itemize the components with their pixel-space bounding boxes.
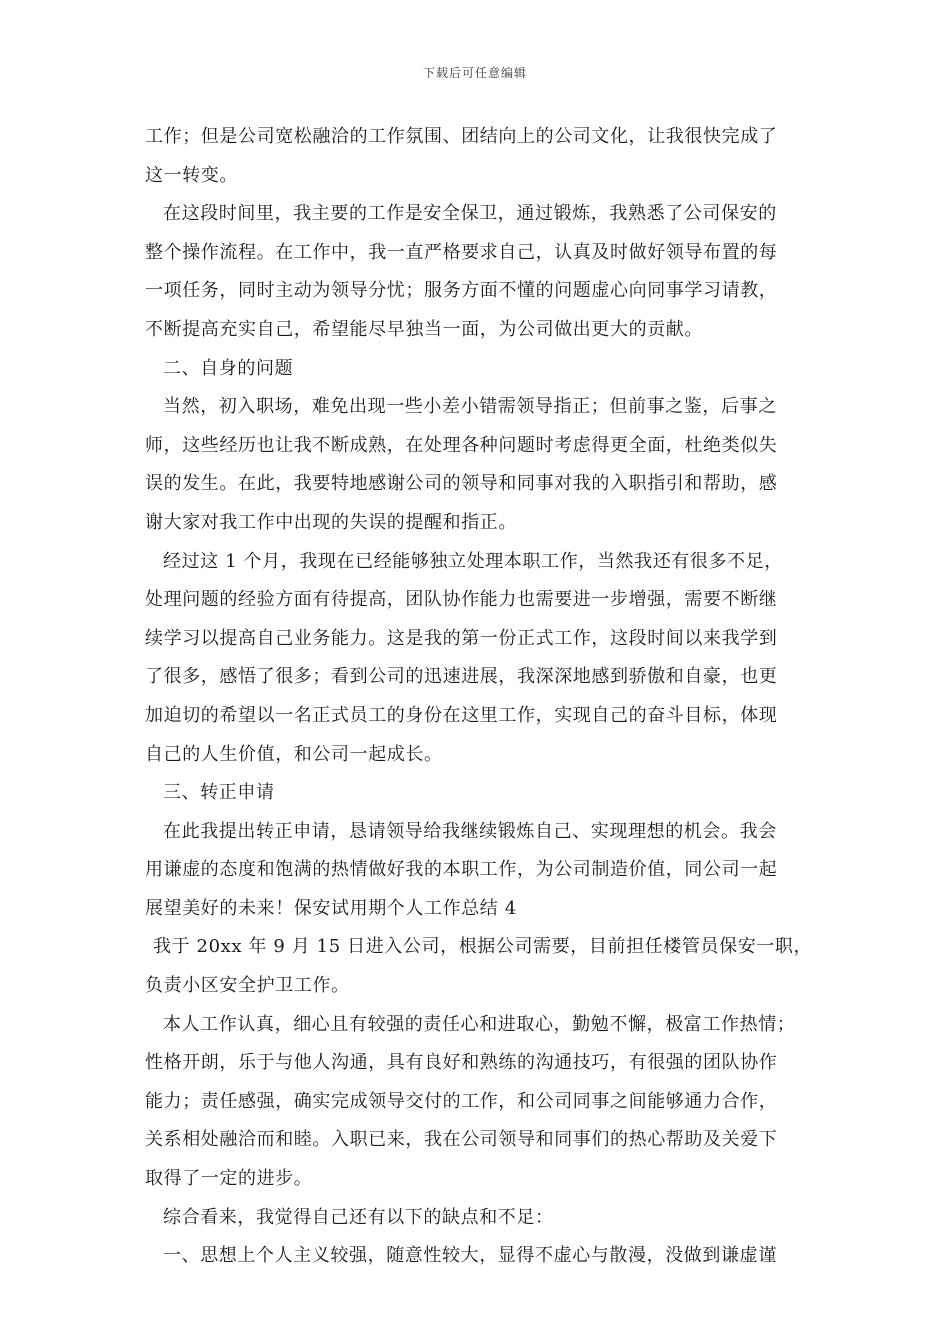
- text-line: 性格开朗，乐于与他人沟通，具有良好和熟练的沟通技巧，有很强的团队协作: [145, 1052, 778, 1074]
- text-line: 用谦虚的态度和饱满的热情做好我的本职工作，为公司制造价值，同公司一起: [145, 859, 778, 881]
- text-line: 本人工作认真，细心且有较强的责任心和进取心，勤勉不懈，极富工作热情；: [163, 1013, 796, 1035]
- text-line: 经过这 1 个月，我现在已经能够独立处理本职工作，当然我还有很多不足，: [163, 550, 783, 572]
- text-line: 续学习以提高自己业务能力。这是我的第一份正式工作，这段时间以来我学到: [145, 627, 778, 649]
- text-line: 师，这些经历也让我不断成熟，在处理各种问题时考虑得更全面，杜绝类似失: [145, 434, 778, 456]
- document-body: [145, 118, 815, 1276]
- text-line: 整个操作流程。在工作中，我一直严格要求自己，认真及时做好领导布置的每: [145, 241, 778, 263]
- text-line: 一项任务，同时主动为领导分忧；服务方面不懂的问题虚心向同事学习请教，: [145, 280, 778, 302]
- text-line: 取得了一定的进步。: [145, 1168, 313, 1190]
- text-line: 一、思想上个人主义较强，随意性较大，显得不虚心与散漫，没做到谦虚谨: [163, 1245, 777, 1267]
- text-line: 自己的人生价值，和公司一起成长。: [145, 743, 443, 765]
- text-line: 能力；责任感强，确实完成领导交付的工作，和公司同事之间能够通力合作，: [145, 1090, 778, 1112]
- text-line: 在这段时间里，我主要的工作是安全保卫，通过锻炼，我熟悉了公司保安的: [163, 203, 777, 225]
- text-line: 二、自身的问题: [163, 357, 294, 379]
- text-line: 当然，初入职场，难免出现一些小差小错需领导指正；但前事之鉴，后事之: [163, 396, 777, 418]
- text-line: 我于 20xx 年 9 月 15 日进入公司，根据公司需要，目前担任楼管员保安一职，: [153, 936, 813, 958]
- text-line: 综合看来，我觉得自己还有以下的缺点和不足：: [163, 1206, 554, 1228]
- text-line: 误的发生。在此，我要特地感谢公司的领导和同事对我的入职指引和帮助，感: [145, 473, 778, 495]
- text-line: 三、转正申请: [163, 782, 275, 804]
- text-line: 展望美好的未来！保安试用期个人工作总结 4: [145, 897, 517, 919]
- text-line: 这一转变。: [145, 164, 238, 186]
- text-line: 负责小区安全护卫工作。: [145, 975, 350, 997]
- text-line: 关系相处融洽而和睦。入职已来，我在公司领导和同事们的热心帮助及关爱下: [145, 1129, 778, 1151]
- text-line: 谢大家对我工作中出现的失误的提醒和指正。: [145, 511, 517, 533]
- text-line: 在此我提出转正申请，恳请领导给我继续锻炼自己、实现理想的机会。我会: [163, 820, 777, 842]
- text-line: 加迫切的希望以一名正式员工的身份在这里工作，实现自己的奋斗目标，体现: [145, 704, 778, 726]
- text-line: 不断提高充实自己，希望能尽早独当一面，为公司做出更大的贡献。: [145, 318, 703, 340]
- text-line: 处理问题的经验方面有待提高，团队协作能力也需要进一步增强，需要不断继: [145, 589, 778, 611]
- text-line: 了很多，感悟了很多；看到公司的迅速进展，我深深地感到骄傲和自豪，也更: [145, 666, 778, 688]
- text-line: 工作；但是公司宽松融洽的工作氛围、团结向上的公司文化，让我很快完成了: [145, 126, 778, 147]
- page-header: 下载后可任意编辑: [422, 66, 527, 80]
